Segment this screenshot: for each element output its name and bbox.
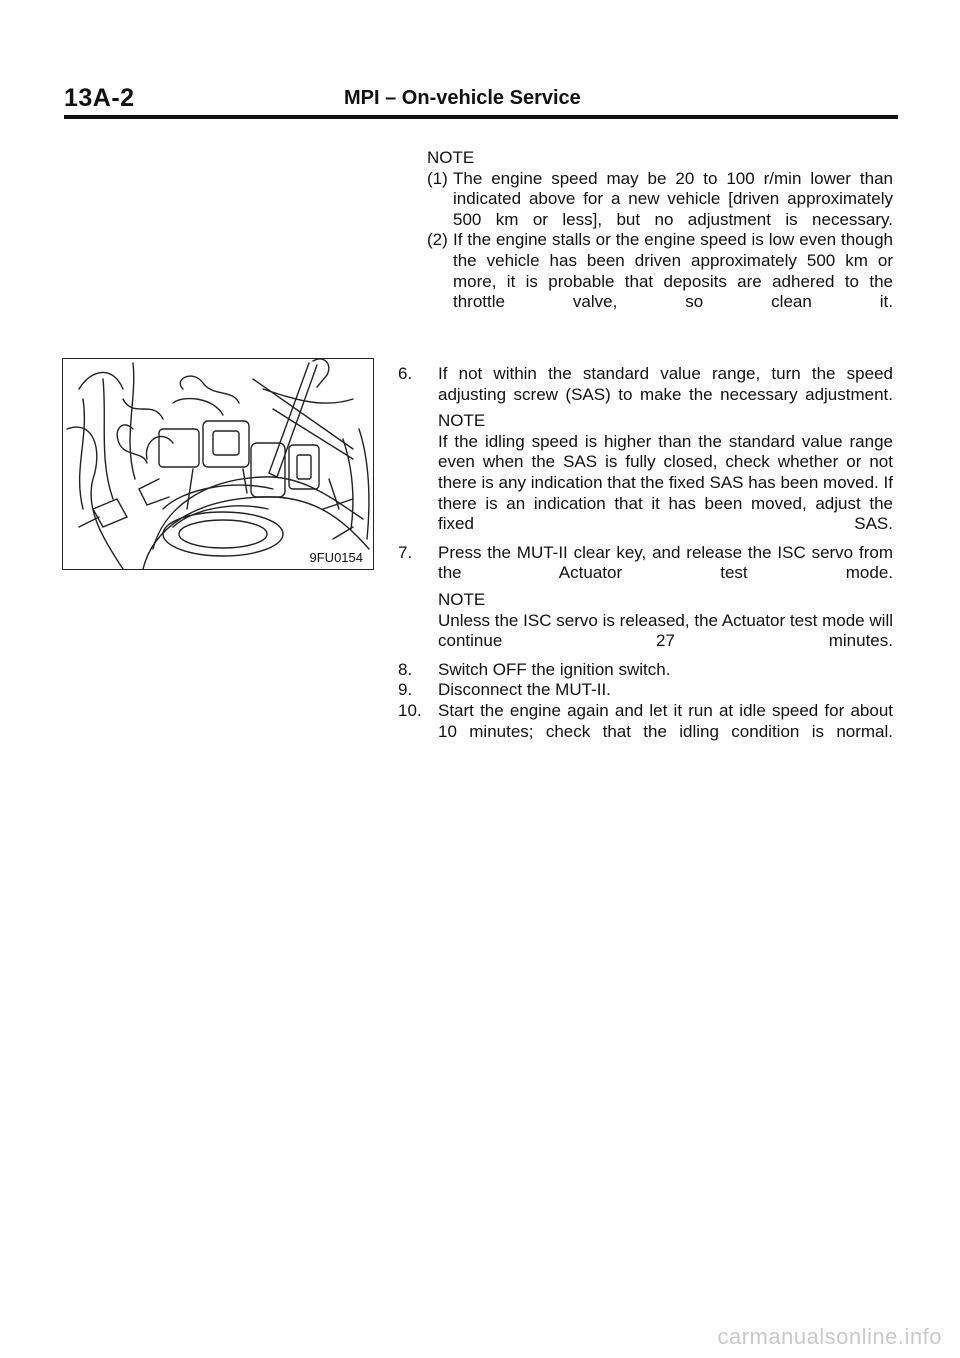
step-6 (398, 364, 893, 535)
step-10 (398, 701, 893, 742)
figure-code: 9FU0154 (309, 550, 363, 565)
step-text: Switch OFF the ignition switch. (438, 659, 671, 679)
step-7 (398, 543, 893, 652)
step-number: 7. (398, 542, 413, 562)
step-text: Press the MUT-II clear key, and release the ISC servo from the Actuator test mode. (438, 542, 893, 583)
page-header (64, 84, 898, 124)
note-label: NOTE (438, 589, 486, 609)
watermark: carmanualsonline.info (717, 1324, 942, 1349)
note-item (427, 169, 893, 231)
step-number: 8. (398, 659, 413, 679)
note-item (427, 230, 893, 312)
throttle-body-illustration-icon (63, 359, 374, 570)
step-9 (398, 680, 893, 701)
step-text: Disconnect the MUT-II. (438, 680, 611, 700)
note-item-text: The engine speed may be 20 to 100 r/min lower than indicated above for a new vehicle [driven approximately 500 km or less], but no adjustment is necessary. (453, 168, 893, 229)
note-text: If the idling speed is higher than the standard value range even when the SAS is fully closed, check whether or not there is any indication that the fixed SAS has been moved. If there is an indication that it has been moved, adjust the fixed SAS. (438, 431, 893, 534)
page-number: 13A-2 (64, 84, 135, 112)
header-rule (64, 115, 898, 119)
note-item-text: If the engine stalls or the engine speed is low even though the vehicle has been driven approximately 500 km or more, it is probable that deposits are adhered to the throttle valve, so clean it. (453, 230, 893, 312)
note-text: Unless the ISC servo is released, the Actuator test mode will continue 27 minutes. (438, 610, 893, 651)
note-item-number: (2) (427, 230, 448, 250)
top-note (427, 148, 893, 313)
step-number: 9. (398, 680, 413, 700)
throttle-body-figure (62, 358, 374, 570)
step-number: 6. (398, 364, 413, 383)
note-item-number: (1) (427, 168, 448, 188)
step-number: 10. (398, 700, 422, 720)
note-label: NOTE (438, 411, 486, 431)
step-text: Start the engine again and let it run at idle speed for about 10 minutes; check that the idling condition is normal. (438, 700, 893, 741)
section-title: MPI – On-vehicle Service (344, 87, 581, 109)
note-label: NOTE (427, 148, 475, 167)
step-text: If not within the standard value range, turn the speed adjusting screw (SAS) to make the necessary adjustment. (438, 364, 893, 404)
step-8 (398, 660, 893, 681)
procedure-steps (398, 364, 893, 742)
